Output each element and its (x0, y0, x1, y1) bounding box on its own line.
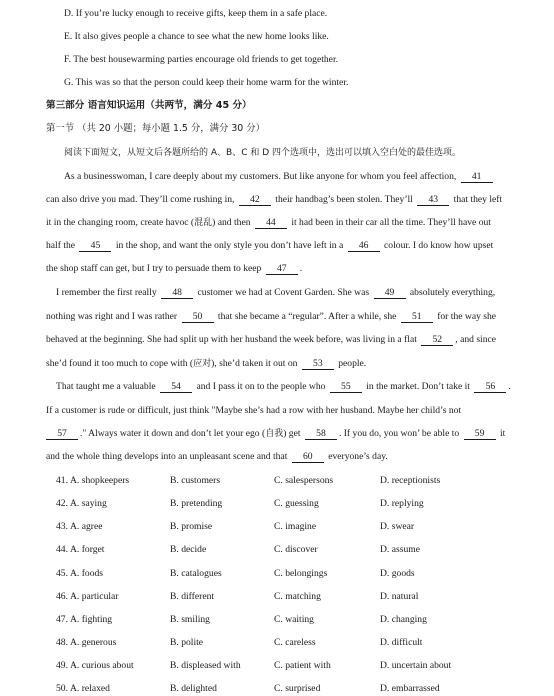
choice-d: D. replying (380, 498, 424, 509)
choice-c: C. discover (274, 544, 318, 555)
text: and the whole thing develops into an unpleasant scene and that (46, 451, 288, 462)
choice-d: D. swear (380, 521, 415, 532)
passage-line (0, 170, 554, 184)
choice-b: B. delighted (170, 683, 217, 694)
text: . (508, 381, 511, 392)
passage-line (0, 262, 554, 276)
blank-41: 41 (461, 171, 493, 183)
choice-a: A. saying (70, 498, 107, 509)
text: it had been in their car all the time. They’ll have out (291, 217, 491, 228)
choice-b: B. smiling (170, 614, 210, 625)
text: As a businesswoman, I care deeply about my customers. But like anyone for whom you feel affection, (64, 171, 457, 182)
blank-48: 48 (161, 287, 193, 299)
passage-line (0, 450, 554, 464)
text: ), she’d taken it out on (211, 358, 298, 369)
passage-line (0, 239, 554, 253)
choice-a: A. shopkeepers (70, 475, 130, 486)
choice-c: C. surprised (274, 683, 321, 694)
choice-b: B. decide (170, 544, 207, 555)
passage-line (0, 357, 554, 371)
text: and I pass it on to the people who (196, 381, 326, 392)
passage-line (0, 310, 554, 324)
text: ." Always water it down and don’t let your ego ( (80, 428, 266, 439)
option-e: E. It also gives people a chance to see what the new home looks like. (64, 31, 329, 42)
question-number: 49. (56, 660, 68, 671)
choice-c: C. careless (274, 637, 316, 648)
text: customer we had at Covent Garden. She was (197, 287, 370, 298)
blank-51: 51 (401, 311, 433, 323)
cjk-gloss: 自我 (265, 429, 284, 439)
text: in the shop, and want the only style you don’t have left in a (115, 240, 344, 251)
text: everyone’s day. (328, 451, 388, 462)
blank-59: 59 (464, 428, 496, 440)
text: If a customer is rude or difficult, just think "Maybe she’s had a row with her husband. Maybe her child’s not (46, 405, 462, 416)
choice-a: A. relaxed (70, 683, 110, 694)
option-d: D. If you’re lucky enough to receive gifts, keep them in a safe place. (64, 8, 328, 19)
question-number: 42. (56, 498, 68, 509)
choice-b: B. polite (170, 637, 204, 648)
text: it (500, 428, 506, 439)
choice-c: C. salespersons (274, 475, 334, 486)
blank-56: 56 (474, 381, 506, 393)
text: that they left (453, 194, 503, 205)
blank-49: 49 (374, 287, 406, 299)
blank-47: 47 (266, 263, 298, 275)
choice-b: B. different (170, 591, 215, 602)
question-number: 43. (56, 521, 68, 532)
question-number: 41. (56, 475, 68, 486)
text: can also drive you mad. They’ll come rushing in, (46, 194, 235, 205)
choice-c: C. belongings (274, 568, 328, 579)
choice-b: B. displeased with (170, 660, 241, 671)
blank-60: 60 (292, 451, 324, 463)
question-number: 45. (56, 568, 68, 579)
choice-c: C. imagine (274, 521, 317, 532)
text: , and since (455, 334, 497, 345)
blank-45: 45 (79, 240, 111, 252)
choice-c: C. matching (274, 591, 321, 602)
choice-d: D. changing (380, 614, 427, 625)
text: the shop staff can get, but I try to persuade them to keep (46, 263, 262, 274)
section-title: 第三部分 语言知识运用（共两节，满分 45 分） (46, 100, 252, 111)
choice-d: D. uncertain about (380, 660, 452, 671)
blank-43: 43 (417, 194, 449, 206)
choice-a: A. particular (70, 591, 119, 602)
question-number: 48. (56, 637, 68, 648)
choice-a: A. agree (70, 521, 103, 532)
blank-55: 55 (330, 381, 362, 393)
text: she’d found it too much to cope with ( (46, 358, 194, 369)
text: nothing was right and I was rather (46, 311, 178, 322)
text: absolutely everything, (409, 287, 496, 298)
choice-a: A. curious about (70, 660, 134, 671)
choice-b: B. customers (170, 475, 221, 486)
choice-a: A. foods (70, 568, 104, 579)
passage-line (0, 427, 554, 441)
choice-d: D. receptionists (380, 475, 441, 486)
choice-b: B. pretending (170, 498, 223, 509)
question-number: 46. (56, 591, 68, 602)
blank-42: 42 (239, 194, 271, 206)
text: that she became a “regular”. After a while, she (217, 311, 397, 322)
passage-line (0, 404, 554, 418)
text: it in the changing room, create havoc ( (46, 217, 195, 228)
choice-d: D. difficult (380, 637, 423, 648)
blank-53: 53 (302, 358, 334, 370)
question-number: 50. (56, 683, 68, 694)
blank-50: 50 (182, 311, 214, 323)
passage-line (0, 286, 554, 300)
question-number: 47. (56, 614, 68, 625)
cjk-gloss: 混乱 (194, 218, 213, 228)
option-f: F. The best housewarming parties encourage old friends to get together. (64, 54, 339, 65)
text: . If you do, you won’ be able to (338, 428, 460, 439)
choice-b: B. promise (170, 521, 213, 532)
blank-46: 46 (348, 240, 380, 252)
text: in the market. Don’t take it (366, 381, 470, 392)
text: their handbag’s been stolen. They’ll (275, 194, 413, 205)
text: for the way she (437, 311, 497, 322)
text: people. (338, 358, 367, 369)
text: I remember the first really (56, 287, 157, 298)
choice-c: C. guessing (274, 498, 319, 509)
blank-54: 54 (160, 381, 192, 393)
text: behaved at the beginning. She had split up with her husband the week before, was living in a flat (46, 334, 417, 345)
cjk-gloss: 应对 (193, 359, 212, 369)
choice-c: C. waiting (274, 614, 314, 625)
choice-d: D. assume (380, 544, 420, 555)
choice-d: D. goods (380, 568, 415, 579)
passage-line (0, 193, 554, 207)
text: colour. I do know how upset (384, 240, 494, 251)
choice-d: D. natural (380, 591, 419, 602)
blank-44: 44 (255, 217, 287, 229)
blank-58: 58 (305, 428, 337, 440)
text: ) get (283, 428, 301, 439)
choice-d: D. embarrassed (380, 683, 440, 694)
text: half the (46, 240, 76, 251)
question-number: 44. (56, 544, 68, 555)
choice-a: A. generous (70, 637, 117, 648)
choice-c: C. patient with (274, 660, 331, 671)
choice-b: B. catalogues (170, 568, 222, 579)
text: . (299, 263, 303, 274)
text: ) and then (212, 217, 251, 228)
choice-a: A. fighting (70, 614, 113, 625)
passage-line (0, 333, 554, 347)
subsection-title: 第一节 （共 20 小题；每小题 1.5 分，满分 30 分） (46, 123, 266, 134)
instruction: 阅读下面短文，从短文后各题所给的 A、B、C 和 D 四个选项中，选出可以填入空白处的最佳选项。 (64, 148, 461, 158)
text: That taught me a valuable (56, 381, 156, 392)
passage-line (0, 216, 554, 230)
blank-57: 57 (46, 428, 78, 440)
option-g: G. This was so that the person could keep their home warm for the winter. (64, 77, 349, 88)
passage-line (0, 380, 554, 394)
blank-52: 52 (421, 334, 453, 346)
choice-a: A. forget (70, 544, 105, 555)
